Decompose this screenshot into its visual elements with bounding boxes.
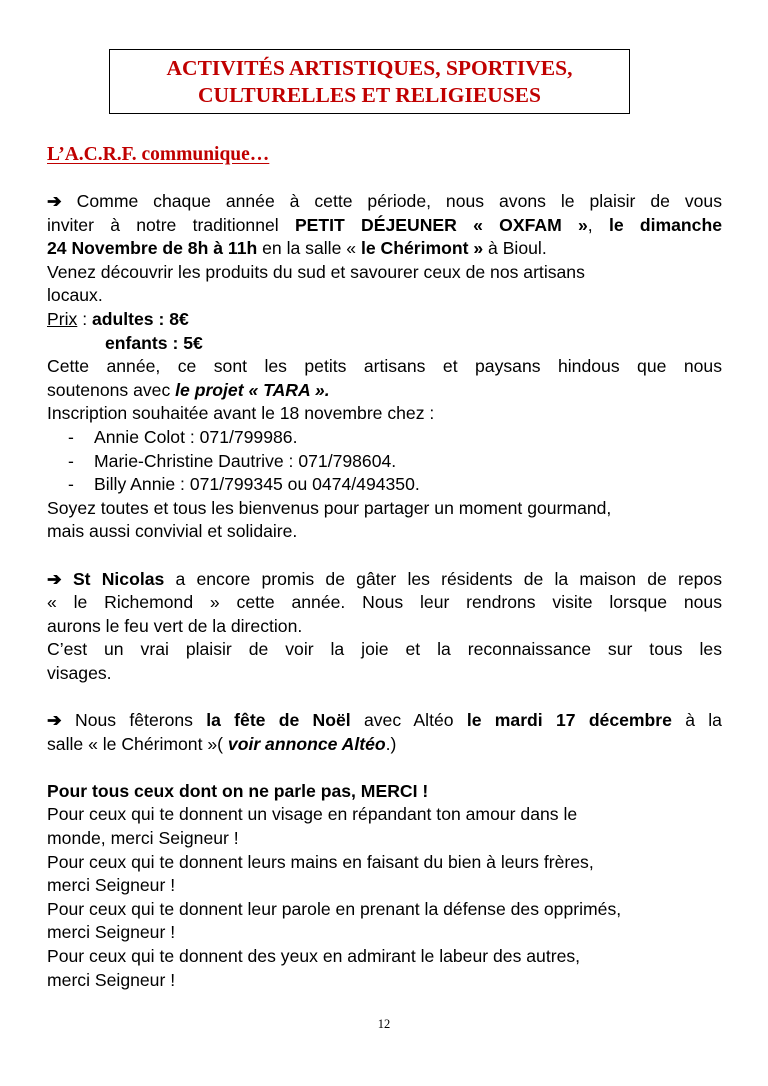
price-adults: Prix : adultes : 8€ bbox=[47, 308, 189, 329]
oxfam-line-6: Cette année, ce sont les petits artisans et paysans hindous que nous bbox=[47, 356, 722, 377]
article-body bbox=[47, 190, 722, 992]
nicolas-line-2: « le Richemond » cette année. Nous leur rendrons visite lorsque nous bbox=[47, 592, 722, 613]
nicolas-line-3: aurons le feu vert de la direction. bbox=[47, 615, 303, 636]
noel-line-1: ➔ Nous fêterons la fête de Noël avec Altéo le mardi 17 décembre à la bbox=[47, 710, 722, 731]
merci-line: Pour ceux qui te donnent des yeux en admirant le labeur des autres, bbox=[47, 946, 581, 966]
contact-item: - Marie-Christine Dautrive : 071/798604. bbox=[68, 450, 397, 471]
price-children: enfants : 5€ bbox=[105, 332, 203, 353]
title-line-1: ACTIVITÉS ARTISTIQUES, SPORTIVES, bbox=[166, 55, 573, 80]
oxfam-line-2: inviter à notre traditionnel PETIT DÉJEUNER « OXFAM », le dimanche bbox=[47, 214, 722, 235]
merci-line: Pour ceux qui te donnent leurs mains en faisant du bien à leurs frères, bbox=[47, 851, 594, 872]
noel-line-2: salle « le Chérimont »( voir annonce Altéo.) bbox=[47, 733, 397, 754]
arrow-right-icon: ➔ bbox=[47, 710, 62, 731]
merci-line: merci Seigneur ! bbox=[47, 922, 176, 943]
inscription-text: Inscription souhaitée avant le 18 novembre chez : bbox=[47, 403, 435, 424]
nicolas-line-1: ➔ St Nicolas a encore promis de gâter les résidents de la maison de repos bbox=[47, 568, 722, 589]
merci-line: monde, merci Seigneur ! bbox=[47, 828, 239, 849]
oxfam-line-9: mais aussi convivial et solidaire. bbox=[47, 521, 298, 542]
title-line-2: CULTURELLES ET RELIGIEUSES bbox=[198, 82, 541, 107]
arrow-right-icon: ➔ bbox=[47, 191, 62, 211]
title-box bbox=[109, 49, 630, 114]
contact-item: - Billy Annie : 071/799345 ou 0474/494350. bbox=[68, 474, 420, 495]
oxfam-line-5: locaux. bbox=[47, 285, 103, 306]
oxfam-line-4: Venez découvrir les produits du sud et savourer ceux de nos artisans bbox=[47, 261, 585, 282]
merci-heading: Pour tous ceux dont on ne parle pas, MERCI ! bbox=[47, 780, 429, 801]
oxfam-line-3: 24 Novembre de 8h à 11h en la salle « le Chérimont » à Bioul. bbox=[47, 238, 547, 259]
nicolas-line-4: C’est un vrai plaisir de voir la joie et la reconnaissance sur tous les bbox=[47, 639, 722, 660]
page-number: 12 bbox=[377, 1017, 391, 1031]
nicolas-line-5: visages. bbox=[47, 662, 112, 683]
oxfam-line-1: ➔ Comme chaque année à cette période, nous avons le plaisir de vous bbox=[47, 191, 722, 211]
merci-line: merci Seigneur ! bbox=[47, 969, 176, 990]
arrow-right-icon: ➔ bbox=[47, 568, 62, 589]
merci-line: Pour ceux qui te donnent un visage en répandant ton amour dans le bbox=[47, 804, 578, 825]
merci-line: merci Seigneur ! bbox=[47, 875, 176, 896]
oxfam-line-8: Soyez toutes et tous les bienvenus pour partager un moment gourmand, bbox=[47, 497, 612, 518]
oxfam-line-7: soutenons avec le projet « TARA ». bbox=[47, 379, 330, 400]
merci-line: Pour ceux qui te donnent leur parole en prenant la défense des opprimés, bbox=[47, 898, 622, 919]
section-heading: L’A.C.R.F. communique… bbox=[47, 144, 270, 165]
contact-item: - Annie Colot : 071/799986. bbox=[68, 426, 298, 447]
